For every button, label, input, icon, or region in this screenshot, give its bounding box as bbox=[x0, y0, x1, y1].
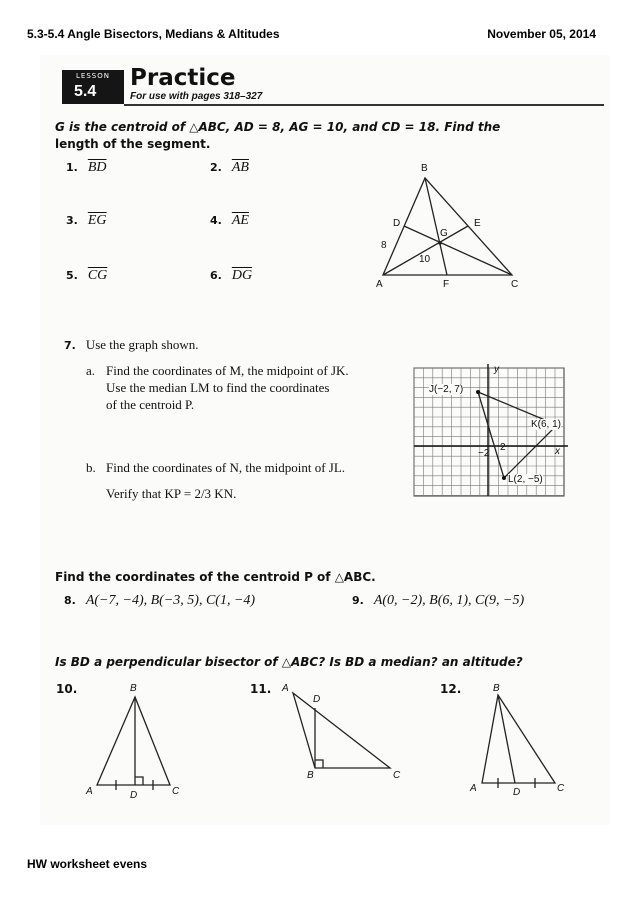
tick-label-neg2: −2 bbox=[478, 448, 490, 459]
fig10-label-B: B bbox=[130, 683, 137, 694]
section3-instructions: Is BD a perpendicular bisector of △ABC? Is BD a median? an altitude? bbox=[55, 655, 523, 669]
vertex-label-D: D bbox=[393, 218, 401, 229]
page-footer: HW worksheet evens bbox=[27, 857, 148, 871]
segment-label: $\overline{AE}$ bbox=[231, 213, 249, 228]
segment-label: $\overline{CG}$ bbox=[87, 268, 108, 283]
segment-label: $\overline{AB}$ bbox=[231, 160, 249, 175]
vertex-label-A: A bbox=[376, 279, 383, 290]
problem-number: 3. bbox=[66, 214, 78, 227]
fig11-label-A: A bbox=[282, 683, 289, 694]
problem-number: 5. bbox=[66, 269, 78, 282]
problem-8-points: A(−7, −4), B(−3, 5), C(1, −4) bbox=[85, 593, 256, 608]
vertex-label-F: F bbox=[443, 279, 450, 290]
fig10-label-D: D bbox=[130, 790, 138, 801]
problem-7b-label: b. bbox=[86, 460, 96, 475]
problem-7a-line3: of the centroid P. bbox=[106, 397, 195, 412]
length-label-8: 8 bbox=[381, 240, 387, 251]
point-label-L: L(2, −5) bbox=[508, 474, 543, 485]
problem-number: 7. bbox=[64, 339, 76, 352]
page-header-title: 5.3-5.4 Angle Bisectors, Medians & Altitudes bbox=[27, 27, 280, 41]
problem-9-points: A(0, −2), B(6, 1), C(9, −5) bbox=[373, 593, 525, 608]
practice-title: Practice bbox=[130, 65, 236, 91]
vertex-label-E: E bbox=[474, 218, 481, 229]
point-label-J: J(−2, 7) bbox=[429, 384, 464, 395]
vertex-label-B: B bbox=[421, 163, 428, 174]
segment-label: $\overline{BD}$ bbox=[87, 160, 107, 175]
problem-number: 4. bbox=[210, 214, 222, 227]
problem-7b-line2: Verify that KP = 2/3 KN. bbox=[106, 486, 237, 501]
problem-11-number: 11. bbox=[250, 682, 272, 696]
fig12-label-A: A bbox=[470, 783, 477, 794]
lesson-badge-label: LESSON bbox=[76, 72, 110, 80]
section1-instructions-line1: G is the centroid of △ABC, AD = 8, AG = 10, and CD = 18. Find the bbox=[55, 120, 501, 134]
fig10-label-C: C bbox=[172, 786, 180, 797]
fig11-label-B: B bbox=[307, 770, 314, 781]
axis-label-y: y bbox=[494, 364, 499, 375]
problem-7a-line2: Use the median LM to find the coordinates bbox=[106, 380, 330, 395]
problem-7a-line1: Find the coordinates of M, the midpoint of JK. bbox=[106, 363, 349, 378]
fig12-label-D: D bbox=[513, 787, 521, 798]
problem-number: 1. bbox=[66, 161, 78, 174]
problem-7a-label: a. bbox=[86, 363, 96, 378]
problem-number: 2. bbox=[210, 161, 222, 174]
fig11-label-C: C bbox=[393, 770, 401, 781]
problem-12-number: 12. bbox=[440, 682, 462, 696]
practice-subtitle: For use with pages 318–327 bbox=[130, 91, 263, 102]
problem-number: 6. bbox=[210, 269, 222, 282]
problem-number: 9. bbox=[352, 594, 364, 607]
problem-10-number: 10. bbox=[56, 682, 78, 696]
point-label-K: K(6, 1) bbox=[531, 419, 562, 430]
vertex-label-C: C bbox=[511, 279, 519, 290]
fig11-label-D: D bbox=[313, 694, 321, 705]
fig10-label-A: A bbox=[86, 786, 93, 797]
problem-number: 8. bbox=[64, 594, 76, 607]
section2-instructions: Find the coordinates of the centroid P of △ABC. bbox=[55, 570, 376, 584]
section1-instructions-line2: length of the segment. bbox=[55, 137, 211, 151]
tick-label-2: 2 bbox=[500, 442, 506, 453]
segment-label: $\overline{DG}$ bbox=[231, 268, 253, 283]
lesson-badge-number: 5.4 bbox=[74, 83, 97, 100]
fig12-label-C: C bbox=[557, 783, 565, 794]
axis-label-x: x bbox=[555, 446, 560, 457]
segment-label: $\overline{EG}$ bbox=[87, 213, 107, 228]
problem-7-intro: Use the graph shown. bbox=[85, 337, 199, 352]
page-header-date: November 05, 2014 bbox=[487, 27, 596, 41]
problem-7b-line1: Find the coordinates of N, the midpoint of JL. bbox=[106, 460, 346, 475]
length-label-10: 10 bbox=[419, 254, 431, 265]
fig12-label-B: B bbox=[493, 683, 500, 694]
vertex-label-G: G bbox=[440, 228, 448, 239]
